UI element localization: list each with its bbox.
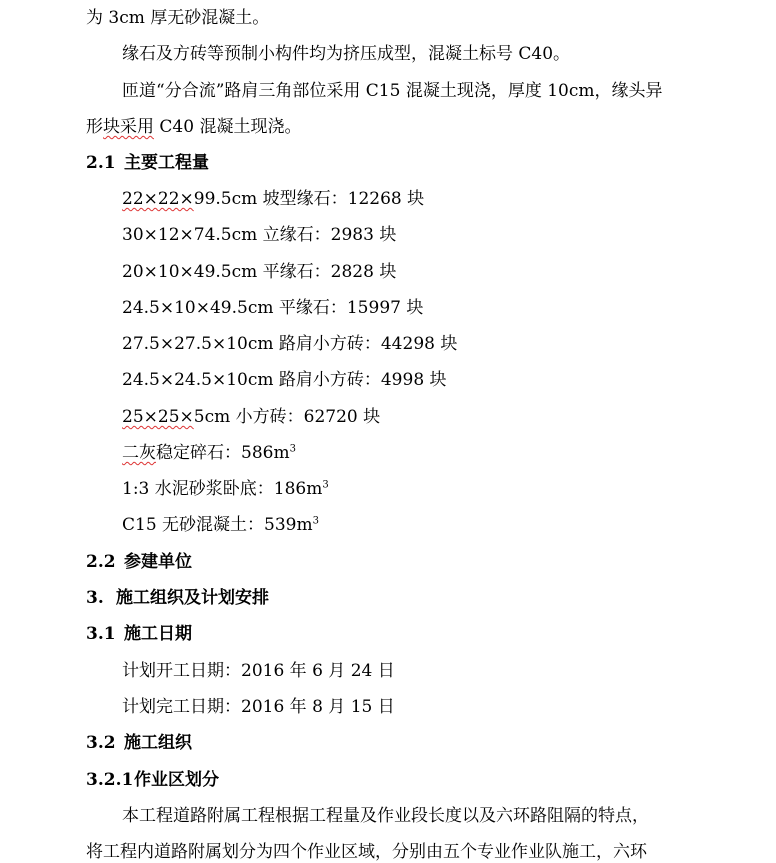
quantity-item-c15: [122, 514, 319, 536]
heading-3: [86, 587, 269, 609]
intro-line-4-a: 形: [86, 117, 103, 137]
heading-3-title: 施工组织及计划安排: [116, 588, 269, 608]
quantity-item-mortar-text: 1:3 水泥砂浆卧底：186m: [122, 479, 323, 499]
intro-line-1: 为 3cm 厚无砂混凝土。: [86, 8, 270, 28]
heading-3-2-title: 施工组织: [124, 733, 192, 753]
quantity-item-erhui-sup: 3: [289, 443, 296, 455]
intro-line-2: 缘石及方砖等预制小构件均为挤压成型，混凝土标号 C40。: [122, 44, 571, 64]
quantity-item-mortar-sup: 3: [322, 479, 329, 491]
intro-line-3: 匝道“分合流”路肩三角部位采用 C15 混凝土现浇，厚度 10cm，缘头异: [122, 81, 663, 101]
heading-3-1-number: 3.1: [86, 624, 116, 644]
quantity-item-1-size: 22×22×: [122, 189, 194, 209]
quantity-item-7-rest: 5cm 小方砖：62720 块: [193, 407, 381, 427]
quantity-item-erhui-a: 二灰: [122, 443, 156, 463]
intro-line-4-b: 块采用: [103, 117, 154, 137]
heading-3-2: [86, 732, 192, 754]
quantity-item-erhui: [122, 442, 296, 464]
planned-end-date: 计划完工日期：2016 年 8 月 15 日: [122, 697, 395, 717]
planned-start-date: 计划开工日期：2016 年 6 月 24 日: [122, 661, 395, 681]
quantity-item-1-rest: 99.5cm 坡型缘石：12268 块: [193, 189, 425, 209]
heading-3-1-title: 施工日期: [124, 624, 192, 644]
intro-line-4: [86, 116, 301, 138]
heading-2-2: [86, 551, 192, 573]
heading-3-2-1-number: 3.2.1: [86, 770, 134, 790]
intro-line-4-c: C40 混凝土现浇。: [154, 117, 302, 137]
quantity-item-7: [122, 406, 380, 428]
quantity-item-5: 27.5×27.5×10cm 路肩小方砖：44298 块: [122, 334, 458, 354]
heading-3-1: [86, 623, 192, 645]
heading-2-1-title: 主要工程量: [124, 153, 209, 173]
heading-3-2-number: 3.2: [86, 733, 116, 753]
heading-3-2-1-title: 作业区划分: [134, 770, 219, 790]
heading-2-2-title: 参建单位: [124, 552, 192, 572]
quantity-item-1: [122, 188, 424, 210]
quantity-item-2: 30×12×74.5cm 立缘石：2983 块: [122, 225, 397, 245]
heading-2-1-number: 2.1: [86, 153, 116, 173]
quantity-item-mortar: [122, 478, 329, 500]
paragraph-line-2: 将工程内道路附属划分为四个作业区域，分别由五个专业作业队施工，六环: [86, 842, 647, 862]
paragraph-line-1: 本工程道路附属工程根据工程量及作业段长度以及六环路阻隔的特点，: [122, 806, 649, 826]
quantity-item-c15-text: C15 无砂混凝土：539m: [122, 515, 313, 535]
quantity-item-7-size: 25×25×: [122, 407, 194, 427]
heading-3-2-1: [86, 769, 219, 791]
quantity-item-c15-sup: 3: [312, 515, 319, 527]
quantity-item-3: 20×10×49.5cm 平缘石：2828 块: [122, 262, 397, 282]
heading-2-1: [86, 152, 209, 174]
heading-3-number: 3.: [86, 588, 104, 608]
quantity-item-4: 24.5×10×49.5cm 平缘石：15997 块: [122, 298, 424, 318]
quantity-item-6: 24.5×24.5×10cm 路肩小方砖：4998 块: [122, 370, 447, 390]
heading-2-2-number: 2.2: [86, 552, 116, 572]
quantity-item-erhui-b: 稳定碎石：586m: [156, 443, 290, 463]
